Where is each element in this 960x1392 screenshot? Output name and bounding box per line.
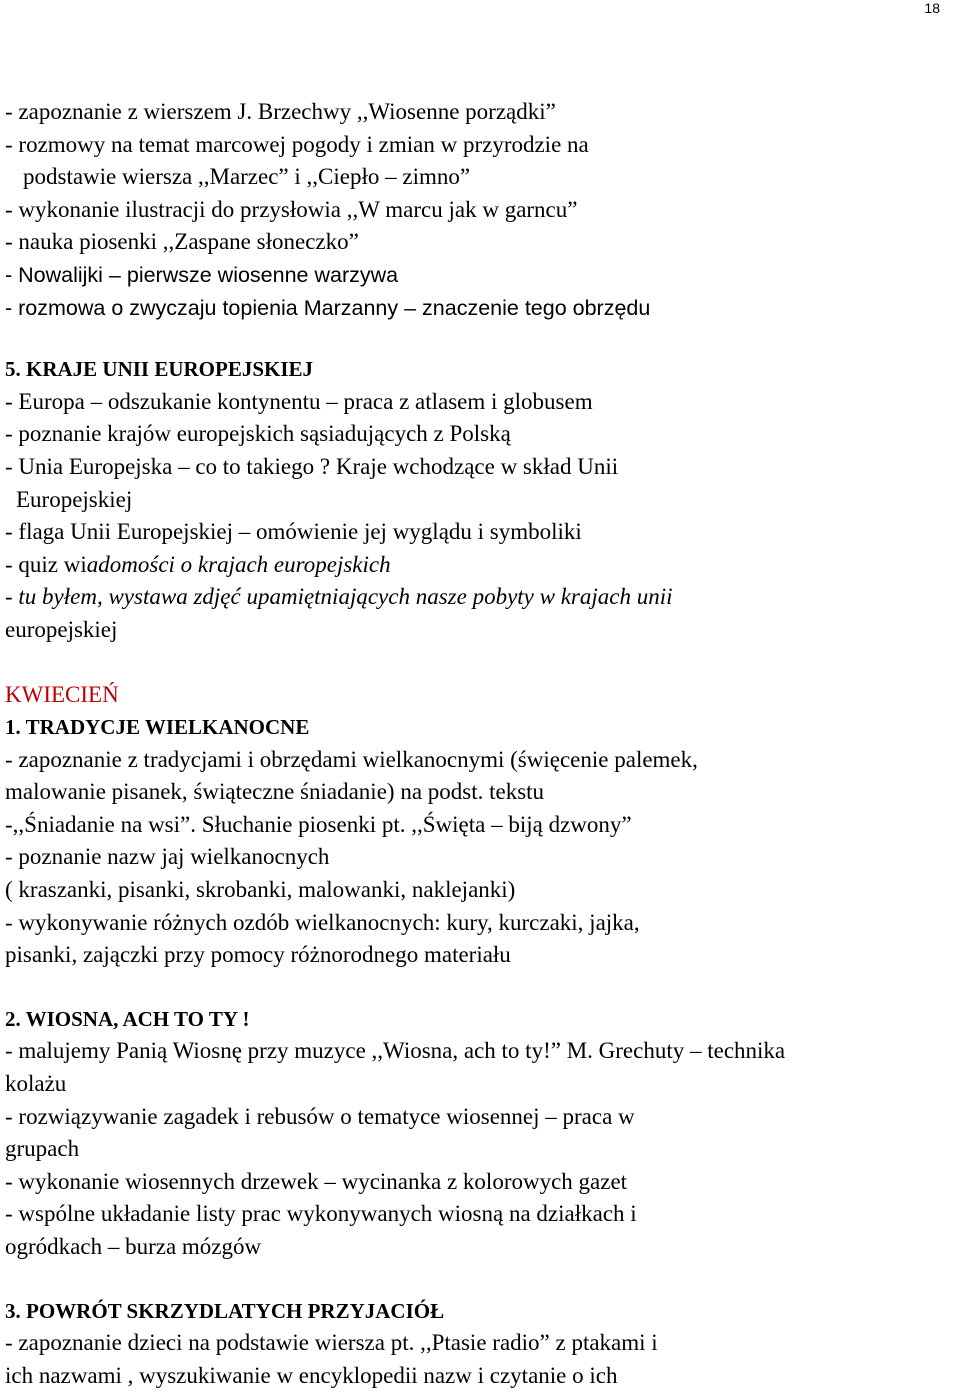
section-line: - malujemy Panią Wiosnę przy muzyce ,,Wiosna, ach to ty!” M. Grechuty – technika [5, 1038, 786, 1064]
section-line: Europejskiej [16, 486, 133, 512]
section-tradycje-wielkanocne [5, 711, 960, 972]
section-heading: 2. WIOSNA, ACH TO TY ! [5, 1006, 250, 1031]
section-line: malowanie pisanek, świąteczne śniadanie) na podst. tekstu [5, 779, 545, 805]
section-line: kolażu [5, 1071, 67, 1097]
month-heading: KWIECIEŃ [5, 681, 119, 707]
section-line-part: - quiz wi [5, 551, 87, 577]
section-wiosna [5, 1003, 960, 1264]
section-heading: 5. KRAJE UNII EUROPEJSKIEJ [5, 357, 314, 382]
intro-line: - rozmowy na temat marcowej pogody i zmian w przyrodzie na [5, 131, 589, 157]
section-line: europejskiej [5, 616, 118, 642]
intro-line: - Nowalijki – pierwsze wiosenne warzywa [5, 262, 399, 287]
document-body [5, 96, 960, 1392]
section-line: - tu byłem, wystawa zdjęć upamiętniających nasze pobyty w krajach unii [5, 584, 673, 610]
section-line-part: Kraje wchodzące w skład Unii [330, 453, 619, 479]
section-line [5, 549, 960, 582]
section-line: - zapoznanie z tradycjami i obrzędami wielkanocnymi (święcenie palemek, [5, 746, 698, 772]
section-heading: 3. POWRÓT SKRZYDLATYCH PRZYJACIÓŁ [5, 1298, 445, 1323]
intro-line: - wykonanie ilustracji do przysłowia ,,W marcu jak w garncu” [5, 196, 578, 222]
section-line: ogródkach – burza mózgów [5, 1234, 262, 1259]
section-line: - poznanie krajów europejskich sąsiadujących z Polską [5, 421, 511, 447]
section-line [5, 451, 960, 484]
section-line: -,,Śniadanie na wsi”. Słuchanie piosenki pt. ,,Święta – biją dzwony” [5, 811, 632, 837]
intro-line: - rozmowa o zwyczaju topienia Marzanny – znaczenie tego obrzędu [5, 295, 651, 320]
section-line: - Europa – odszukanie kontynentu – praca z atlasem i globusem [5, 388, 593, 414]
intro-line: - zapoznanie z wierszem J. Brzechwy ,,Wiosenne porządki” [5, 99, 556, 124]
section-powrot-ptakow [5, 1295, 960, 1392]
section-line: - flaga Unii Europejskiej – omówienie jej wyglądu i symboliki [5, 519, 582, 545]
section-line: - rozwiązywanie zagadek i rebusów o tematyce wiosennej – praca w [5, 1103, 635, 1129]
section-line: pisanki, zajączki przy pomocy różnorodnego materiału [5, 942, 511, 968]
intro-block [5, 96, 960, 324]
section-line: grupach [5, 1136, 80, 1162]
section-line-part-italic: adomości o krajach europejskich [86, 551, 391, 577]
section-line: ( kraszanki, pisanki, skrobanki, malowanki, naklejanki) [5, 877, 516, 903]
intro-line: podstawie wiersza ,,Marzec” i ,,Ciepło – zimno” [23, 164, 471, 190]
section-line: ich nazwami , wyszukiwanie w encyklopedii nazw i czytanie o ich [5, 1362, 618, 1388]
section-kraje-unii [5, 353, 960, 646]
page-number: 18 [924, 0, 940, 16]
intro-line: - nauka piosenki ,,Zaspane słoneczko” [5, 229, 359, 255]
section-line: - poznanie nazw jaj wielkanocnych [5, 844, 330, 870]
section-line: - zapoznanie dzieci na podstawie wiersza pt. ,,Ptasie radio” z ptakami i [5, 1330, 658, 1356]
section-line: - wykonanie wiosennych drzewek – wycinanka z kolorowych gazet [5, 1168, 628, 1194]
section-line-part: - Unia Europejska – co to takiego ? [5, 453, 331, 479]
section-line: - wspólne układanie listy prac wykonywanych wiosną na działkach i [5, 1201, 637, 1227]
section-heading: 1. TRADYCJE WIELKANOCNE [5, 715, 310, 740]
section-line: - wykonywanie różnych ozdób wielkanocnych: kury, kurczaki, jajka, [5, 909, 640, 935]
